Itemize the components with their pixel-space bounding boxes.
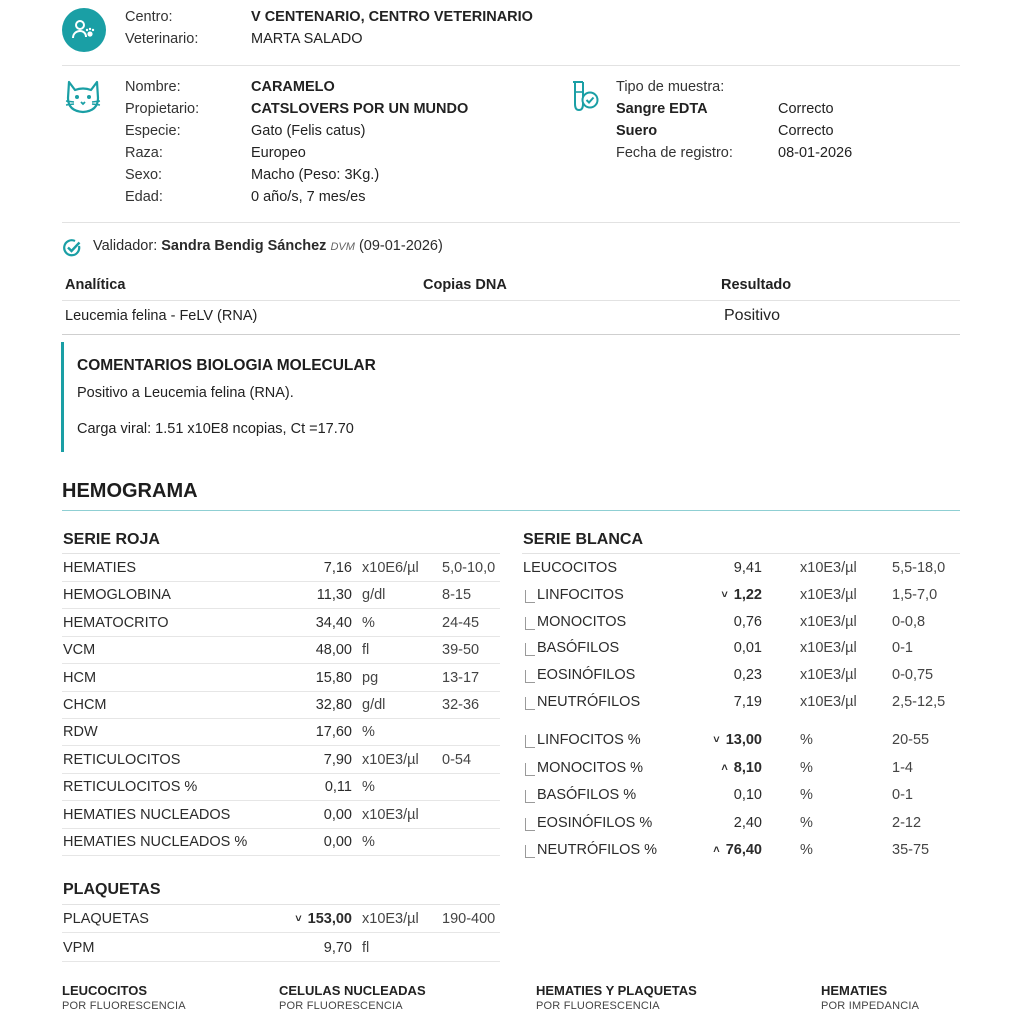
patient-label-especie: Especie: — [125, 123, 181, 139]
col-resultado: Resultado — [721, 277, 792, 293]
footer-title-hematies-plaquetas: HEMATIES Y PLAQUETAS — [536, 983, 697, 998]
divider — [62, 510, 960, 511]
row-value: 0,00 — [323, 834, 352, 850]
sub-item-bracket — [525, 617, 535, 630]
row-name: BASÓFILOS % — [537, 787, 637, 803]
table-row — [62, 692, 500, 719]
divider — [522, 553, 960, 554]
row-value-cell — [713, 732, 762, 748]
table-row — [62, 637, 500, 664]
row-range: 5,5-18,0 — [892, 560, 946, 576]
row-value: 7,19 — [733, 694, 762, 710]
col-copias-dna: Copias DNA — [423, 277, 507, 293]
row-unit: % — [362, 614, 375, 631]
high-flag-icon: ˄ — [713, 844, 720, 856]
row-value: 7,16 — [323, 560, 352, 576]
patient-label-propietario: Propietario: — [125, 101, 200, 117]
row-value-cell — [734, 694, 762, 710]
footer-title-hematies: HEMATIES — [821, 983, 888, 998]
row-name: HEMATIES — [63, 560, 137, 576]
analysis-row-result: Positivo — [724, 307, 781, 324]
row-range: 5,0-10,0 — [442, 560, 496, 576]
row-unit: x10E3/µl — [362, 911, 419, 927]
row-value-cell — [324, 834, 352, 850]
row-range: 20-55 — [892, 732, 930, 748]
row-range: 8-15 — [442, 587, 472, 604]
row-range: 1,5-7,0 — [892, 586, 938, 603]
row-range: 2-12 — [892, 814, 922, 831]
row-value: 76,40 — [725, 842, 762, 858]
row-value-cell — [316, 642, 352, 658]
row-unit: % — [800, 759, 813, 776]
table-row — [62, 802, 500, 829]
sample-labels — [616, 76, 733, 164]
row-name: LINFOCITOS % — [537, 732, 641, 748]
row-value: 9,41 — [733, 560, 762, 576]
row-value-cell — [734, 640, 762, 656]
row-name: HCM — [63, 669, 97, 686]
analysis-row-name: Leucemia felina - FeLV (RNA) — [65, 308, 258, 324]
row-range: 24-45 — [442, 614, 480, 631]
sample-tube-icon — [570, 80, 600, 112]
row-value-cell — [316, 697, 352, 713]
row-range: 35-75 — [892, 842, 930, 858]
row-value-cell — [734, 614, 762, 630]
footer-title-celulas: CELULAS NUCLEADAS — [279, 983, 426, 998]
row-name: HEMATIES NUCLEADOS — [63, 806, 231, 823]
sample-value-suero: Correcto — [778, 123, 834, 139]
row-name: CHCM — [63, 697, 107, 713]
row-unit: x10E3/µl — [362, 751, 419, 768]
row-name: VCM — [63, 642, 96, 659]
sub-item-bracket — [525, 818, 535, 831]
row-name: HEMATIES NUCLEADOS % — [63, 834, 248, 850]
sub-item-bracket — [525, 590, 535, 603]
row-value: 0,76 — [733, 613, 762, 630]
veterinario-label: Veterinario: — [125, 31, 199, 47]
table-row — [522, 555, 960, 582]
sample-label-suero: Suero — [616, 123, 658, 139]
row-name: HEMATOCRITO — [63, 614, 169, 631]
cat-face-icon — [64, 78, 102, 116]
comment-accent-bar — [61, 342, 64, 452]
row-name: VPM — [63, 939, 95, 956]
row-value-cell — [324, 752, 352, 768]
high-flag-icon: ˄ — [721, 761, 728, 774]
divider — [62, 553, 500, 554]
row-unit: fl — [362, 939, 370, 956]
sample-label-edta: Sangre EDTA — [616, 101, 708, 117]
comments-line-1: Positivo a Leucemia felina (RNA). — [77, 385, 294, 401]
footer-title-leucocitos: LEUCOCITOS — [62, 983, 147, 998]
row-value: 0,00 — [323, 806, 352, 823]
divider — [62, 334, 960, 335]
sub-item-bracket — [525, 697, 535, 710]
table-row — [522, 689, 960, 716]
table-row — [522, 810, 960, 837]
row-unit: % — [800, 732, 813, 748]
row-value-cell — [734, 787, 762, 803]
row-range: 39-50 — [442, 642, 480, 659]
divider — [62, 300, 960, 301]
row-value: 0,01 — [733, 640, 762, 657]
row-unit: x10E3/µl — [800, 560, 857, 576]
row-unit: g/dl — [362, 587, 386, 604]
table-row — [522, 727, 960, 754]
row-name: HEMOGLOBINA — [63, 587, 171, 604]
validator-title: DVM — [330, 241, 355, 253]
row-value-cell — [734, 815, 762, 831]
header-values — [251, 6, 533, 50]
table-row — [62, 555, 500, 582]
sub-item-bracket — [525, 845, 535, 858]
table-row — [62, 665, 500, 692]
veterinario-value: MARTA SALADO — [251, 31, 363, 47]
row-range: 190-400 — [442, 911, 496, 927]
row-value-cell — [316, 670, 352, 686]
validator-date: (09-01-2026) — [358, 238, 443, 254]
row-value: 7,90 — [323, 751, 352, 768]
table-row — [62, 719, 500, 746]
table-row — [62, 774, 500, 801]
row-value-cell — [324, 940, 352, 956]
row-name: LINFOCITOS — [537, 586, 624, 603]
footer-sub-leucocitos: POR FLUORESCENCIA — [62, 1000, 186, 1012]
sub-item-bracket — [525, 643, 535, 656]
row-value-cell — [721, 760, 762, 776]
row-value: 0,23 — [733, 667, 762, 684]
table-row — [522, 837, 960, 864]
validated-check-icon — [62, 238, 82, 258]
row-value-cell — [316, 724, 352, 740]
row-unit: pg — [362, 669, 379, 686]
hemograma-title: HEMOGRAMA — [62, 480, 198, 502]
sample-values — [778, 98, 852, 164]
row-range: 1-4 — [892, 759, 913, 776]
divider — [62, 65, 960, 66]
patient-labels — [125, 76, 199, 208]
row-value: 11,30 — [316, 587, 352, 604]
row-value: 48,00 — [315, 642, 352, 659]
row-range: 13-17 — [442, 669, 480, 686]
row-unit: x10E3/µl — [800, 694, 857, 710]
row-unit: x10E3/µl — [800, 586, 857, 603]
row-name: RETICULOCITOS % — [63, 779, 198, 796]
row-value: 15,80 — [315, 669, 352, 686]
patient-sexo: Macho (Peso: 3Kg.) — [251, 167, 380, 183]
sub-item-bracket — [525, 790, 535, 803]
vet-center-icon — [62, 8, 106, 52]
row-unit: x10E3/µl — [800, 640, 857, 657]
patient-nombre: CARAMELO — [251, 79, 335, 95]
sub-item-bracket — [525, 763, 535, 776]
row-value-cell — [721, 587, 762, 603]
row-value: 0,11 — [324, 779, 352, 796]
row-value-cell — [324, 560, 352, 576]
plaquetas-title: PLAQUETAS — [63, 881, 161, 898]
comments-line-2: Carga viral: 1.51 x10E8 ncopias, Ct =17.70 — [77, 421, 354, 437]
sample-value-fecha: 08-01-2026 — [778, 145, 853, 161]
divider — [62, 222, 960, 223]
footer-sub-hematies: POR IMPEDANCIA — [821, 1000, 920, 1012]
centro-label: Centro: — [125, 9, 173, 25]
row-value-cell — [734, 667, 762, 683]
row-unit: x10E3/µl — [800, 613, 857, 630]
row-value: 9,70 — [323, 939, 352, 956]
row-value-cell — [316, 615, 352, 631]
patient-edad: 0 año/s, 7 mes/es — [251, 189, 366, 205]
table-row — [62, 906, 500, 933]
row-value-cell — [317, 587, 352, 603]
row-value: 0,10 — [733, 787, 762, 803]
table-row — [522, 662, 960, 689]
row-unit: % — [362, 724, 375, 741]
sample-title: Tipo de muestra: — [616, 79, 725, 95]
table-row — [522, 609, 960, 636]
row-value: 153,00 — [307, 911, 352, 927]
row-value: 2,40 — [733, 814, 762, 831]
row-value: 8,10 — [733, 759, 762, 776]
validator-line — [93, 238, 443, 254]
row-value: 34,40 — [315, 614, 352, 631]
table-row — [522, 635, 960, 662]
row-value: 32,80 — [315, 697, 352, 713]
row-name: EOSINÓFILOS — [537, 667, 636, 684]
row-value: 1,22 — [733, 586, 762, 603]
patient-especie: Gato (Felis catus) — [251, 123, 366, 139]
row-value-cell — [295, 911, 352, 927]
sub-item-bracket — [525, 735, 535, 748]
table-row — [522, 782, 960, 809]
row-value-cell — [324, 807, 352, 823]
divider — [62, 904, 500, 905]
row-range: 0-0,8 — [892, 613, 926, 630]
comments-title: COMENTARIOS BIOLOGIA MOLECULAR — [77, 357, 376, 374]
row-name: NEUTRÓFILOS — [537, 694, 641, 710]
validator-prefix: Validador: — [93, 238, 158, 254]
col-analitica: Analítica — [65, 277, 126, 293]
row-range: 0-54 — [442, 751, 472, 768]
row-name: RETICULOCITOS — [63, 751, 181, 768]
row-range: 2,5-12,5 — [892, 694, 946, 710]
row-unit: fl — [362, 642, 370, 659]
footer-sub-hematies-plaquetas: POR FLUORESCENCIA — [536, 1000, 660, 1012]
row-name: LEUCOCITOS — [523, 560, 618, 576]
row-name: RDW — [63, 724, 98, 741]
row-unit: % — [800, 842, 813, 858]
low-flag-icon: ˅ — [713, 734, 720, 746]
row-unit: % — [800, 787, 813, 803]
header-labels — [125, 6, 198, 50]
row-range: 0-1 — [892, 640, 913, 657]
row-value-cell — [713, 842, 762, 858]
row-name: BASÓFILOS — [537, 640, 620, 657]
table-row — [62, 610, 500, 637]
row-unit: g/dl — [362, 697, 386, 713]
table-row — [62, 829, 500, 856]
footer-sub-celulas: POR FLUORESCENCIA — [279, 1000, 403, 1012]
patient-propietario: CATSLOVERS POR UN MUNDO — [251, 101, 469, 117]
patient-raza: Europeo — [251, 145, 306, 161]
table-row — [62, 582, 500, 609]
validator-name: Sandra Bendig Sánchez — [161, 238, 327, 254]
row-unit: x10E6/µl — [362, 560, 419, 576]
row-unit: % — [362, 834, 375, 850]
row-unit: % — [800, 814, 813, 831]
row-name: MONOCITOS % — [537, 759, 644, 776]
table-row — [62, 935, 500, 962]
serie-roja-title: SERIE ROJA — [63, 531, 160, 548]
patient-label-edad: Edad: — [125, 189, 163, 205]
serie-blanca-title: SERIE BLANCA — [523, 531, 644, 548]
centro-value: V CENTENARIO, CENTRO VETERINARIO — [251, 9, 533, 25]
table-row — [62, 747, 500, 774]
sub-item-bracket — [525, 670, 535, 683]
row-unit: % — [362, 779, 375, 796]
row-name: PLAQUETAS — [63, 911, 149, 927]
row-range: 32-36 — [442, 697, 480, 713]
row-name: EOSINÓFILOS % — [537, 814, 653, 831]
row-value-cell — [325, 779, 352, 795]
row-unit: x10E3/µl — [800, 667, 857, 684]
patient-values — [251, 76, 468, 208]
sample-label-fecha: Fecha de registro: — [616, 145, 733, 161]
patient-label-sexo: Sexo: — [125, 167, 163, 183]
row-range: 0-1 — [892, 787, 913, 803]
row-value: 17,60 — [315, 724, 352, 741]
patient-label-nombre: Nombre: — [125, 79, 181, 95]
row-name: MONOCITOS — [537, 613, 627, 630]
row-value-cell — [734, 560, 762, 576]
low-flag-icon: ˅ — [295, 913, 302, 925]
patient-label-raza: Raza: — [125, 145, 163, 161]
table-row — [522, 755, 960, 782]
table-row — [522, 582, 960, 609]
row-value: 13,00 — [725, 732, 762, 748]
low-flag-icon: ˅ — [721, 588, 728, 601]
row-unit: x10E3/µl — [362, 806, 419, 823]
row-range: 0-0,75 — [892, 667, 934, 684]
row-name: NEUTRÓFILOS % — [537, 842, 658, 858]
sample-value-edta: Correcto — [778, 101, 834, 117]
